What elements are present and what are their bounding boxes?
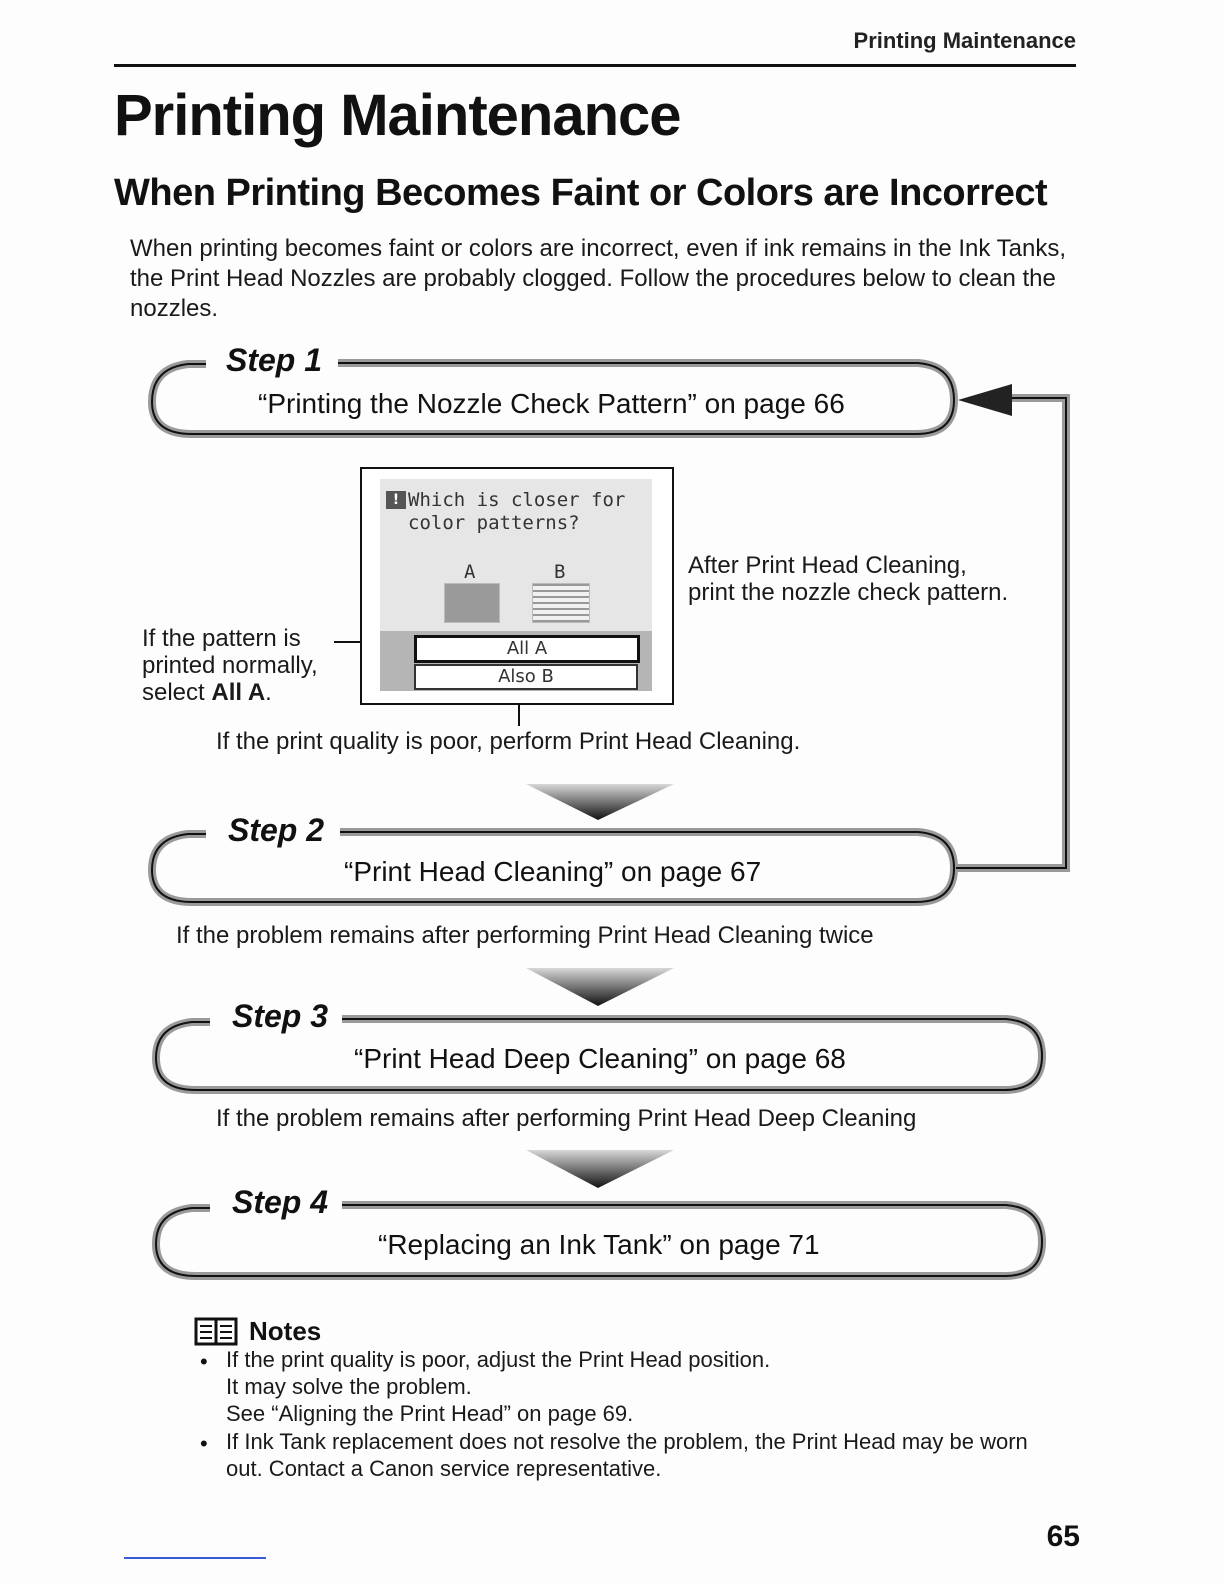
lcd-question-line2: color patterns? [408,512,580,534]
section-title: When Printing Becomes Faint or Colors are Incorrect [114,172,1048,214]
note-bullet-1: • [200,1349,208,1374]
step-3-reference: “Print Head Deep Cleaning” on page 68 [354,1043,846,1074]
caption-after-step-1: If the print quality is poor, perform Print Head Cleaning. [216,728,801,755]
all-a-emphasis: All A [211,679,266,706]
step-4-reference: “Replacing an Ink Tank” on page 71 [378,1229,820,1260]
footer-line [124,1557,266,1559]
pattern-swatch-a [444,583,500,623]
pattern-swatch-b [532,583,590,623]
notes-title: Notes [249,1316,322,1346]
step-4-label: Step 4 [232,1184,329,1220]
lcd-question [408,489,625,535]
lcd-options-area [380,631,652,691]
step-1-label: Step 1 [226,342,323,378]
option-also-b[interactable]: Also B [414,664,638,690]
caption-after-step-3: If the problem remains after performing Print Head Deep Cleaning [216,1105,917,1132]
page-title: Printing Maintenance [114,83,681,148]
option-all-a[interactable]: All A [414,635,640,663]
pattern-label-b: B [554,561,566,583]
note-2-line2: out. Contact a Canon service representative. [226,1456,662,1481]
page-number: 65 [1046,1520,1080,1553]
lcd-question-line1: Which is closer for [408,489,626,511]
note-bullet-2: • [200,1431,208,1456]
notes-book-icon [196,1319,236,1344]
pattern-label-a: A [464,561,476,583]
caption-after-step-2: If the problem remains after performing Print Head Cleaning twice [176,922,874,949]
lcd-screen-illustration [360,467,674,705]
note-1-line2: It may solve the problem. [226,1374,472,1399]
step-2-label: Step 2 [228,812,325,848]
step-2-reference: “Print Head Cleaning” on page 67 [344,856,762,887]
note-2-line1: If Ink Tank replacement does not resolve the problem, the Print Head may be worn [226,1429,1028,1454]
step-3-label: Step 3 [232,998,329,1034]
right-caption-line2: print the nozzle check pattern. [688,579,1009,606]
left-caption [142,625,318,706]
left-caption-line1: If the pattern is [142,625,301,652]
right-caption-line1: After Print Head Cleaning, [688,552,967,579]
running-header: Printing Maintenance [853,28,1076,53]
note-1-line3: See “Aligning the Print Head” on page 69. [226,1401,634,1426]
left-caption-prefix: select [142,679,212,706]
alert-icon: ! [386,491,406,509]
down-arrow-2 [526,968,674,1006]
intro-paragraph: When printing becomes faint or colors are incorrect, even if ink remains in the Ink Tanks, the Print Head Nozzles are probably clogged. Follow the procedures below to clean the nozzles. [130,235,1066,322]
note-item-2 [226,1428,1106,1482]
loop-back-line [956,384,1066,868]
note-item-1 [226,1346,1086,1427]
left-caption-line3 [142,679,318,706]
lcd-display [380,479,652,691]
note-1-line1: If the print quality is poor, adjust the Print Head position. [226,1347,771,1372]
right-caption [688,552,1008,606]
left-caption-line2: printed normally, [142,652,318,679]
down-arrow-1 [526,784,674,820]
left-caption-suffix: . [265,679,272,706]
down-arrow-3 [526,1150,674,1188]
step-1-reference: “Printing the Nozzle Check Pattern” on page 66 [258,388,845,419]
